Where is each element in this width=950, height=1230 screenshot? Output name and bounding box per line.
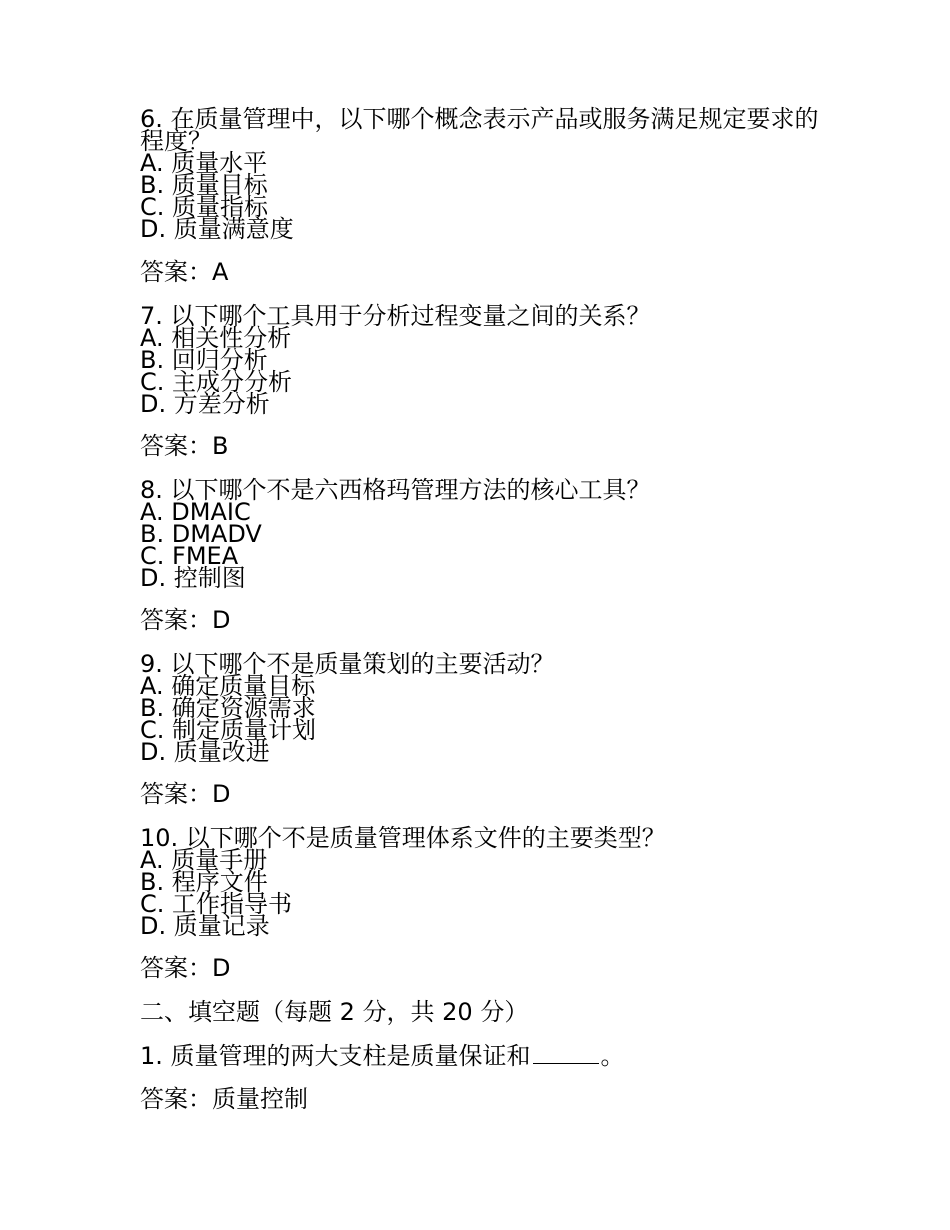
answer-8: 答案：D — [140, 606, 231, 634]
option-d: D. 方差分析 — [140, 390, 270, 418]
question-title: 7. 以下哪个工具用于分析过程变量之间的关系？ — [140, 302, 651, 330]
option-d: D. 控制图 — [140, 564, 246, 592]
section-heading: 二、填空题（每题 2 分，共 20 分） — [140, 998, 529, 1026]
fill-question-1 — [140, 1042, 625, 1070]
option-b: B. 程序文件 — [140, 868, 268, 896]
question-6 — [140, 105, 820, 243]
option-a: A. 质量水平 — [140, 149, 268, 177]
answer-9: 答案：D — [140, 780, 231, 808]
answer-6: 答案：A — [140, 258, 229, 286]
option-d: D. 质量改进 — [140, 738, 270, 766]
question-title: 8. 以下哪个不是六西格玛管理方法的核心工具？ — [140, 476, 651, 504]
fill-answer-1: 答案：质量控制 — [140, 1085, 308, 1113]
option-c: C. FMEA — [140, 542, 239, 570]
fill-question-end: 。 — [600, 1042, 625, 1070]
option-a: A. DMAIC — [140, 498, 251, 526]
option-b: B. 确定资源需求 — [140, 694, 316, 722]
option-b: B. 质量目标 — [140, 171, 268, 199]
option-a: A. 质量手册 — [140, 846, 268, 874]
option-d: D. 质量满意度 — [140, 215, 294, 243]
question-8 — [140, 476, 820, 592]
answer-blank — [533, 1043, 599, 1064]
option-b: B. 回归分析 — [140, 346, 268, 374]
option-c: C. 质量指标 — [140, 193, 269, 221]
question-title: 6. 在质量管理中，以下哪个概念表示产品或服务满足规定要求的程度？ — [140, 105, 819, 155]
question-title: 9. 以下哪个不是质量策划的主要活动？ — [140, 650, 555, 678]
question-9 — [140, 650, 820, 766]
answer-10: 答案：D — [140, 954, 231, 982]
option-d: D. 质量记录 — [140, 912, 270, 940]
question-10 — [140, 824, 820, 940]
option-c: C. 主成分分析 — [140, 368, 293, 396]
option-c: C. 制定质量计划 — [140, 716, 317, 744]
fill-question-text: 1. 质量管理的两大支柱是质量保证和 — [140, 1042, 531, 1070]
question-title: 10. 以下哪个不是质量管理体系文件的主要类型？ — [140, 824, 666, 852]
option-a: A. 确定质量目标 — [140, 672, 316, 700]
option-b: B. DMADV — [140, 520, 262, 548]
answer-7: 答案：B — [140, 432, 229, 460]
question-7 — [140, 302, 820, 418]
option-a: A. 相关性分析 — [140, 324, 292, 352]
option-c: C. 工作指导书 — [140, 890, 293, 918]
